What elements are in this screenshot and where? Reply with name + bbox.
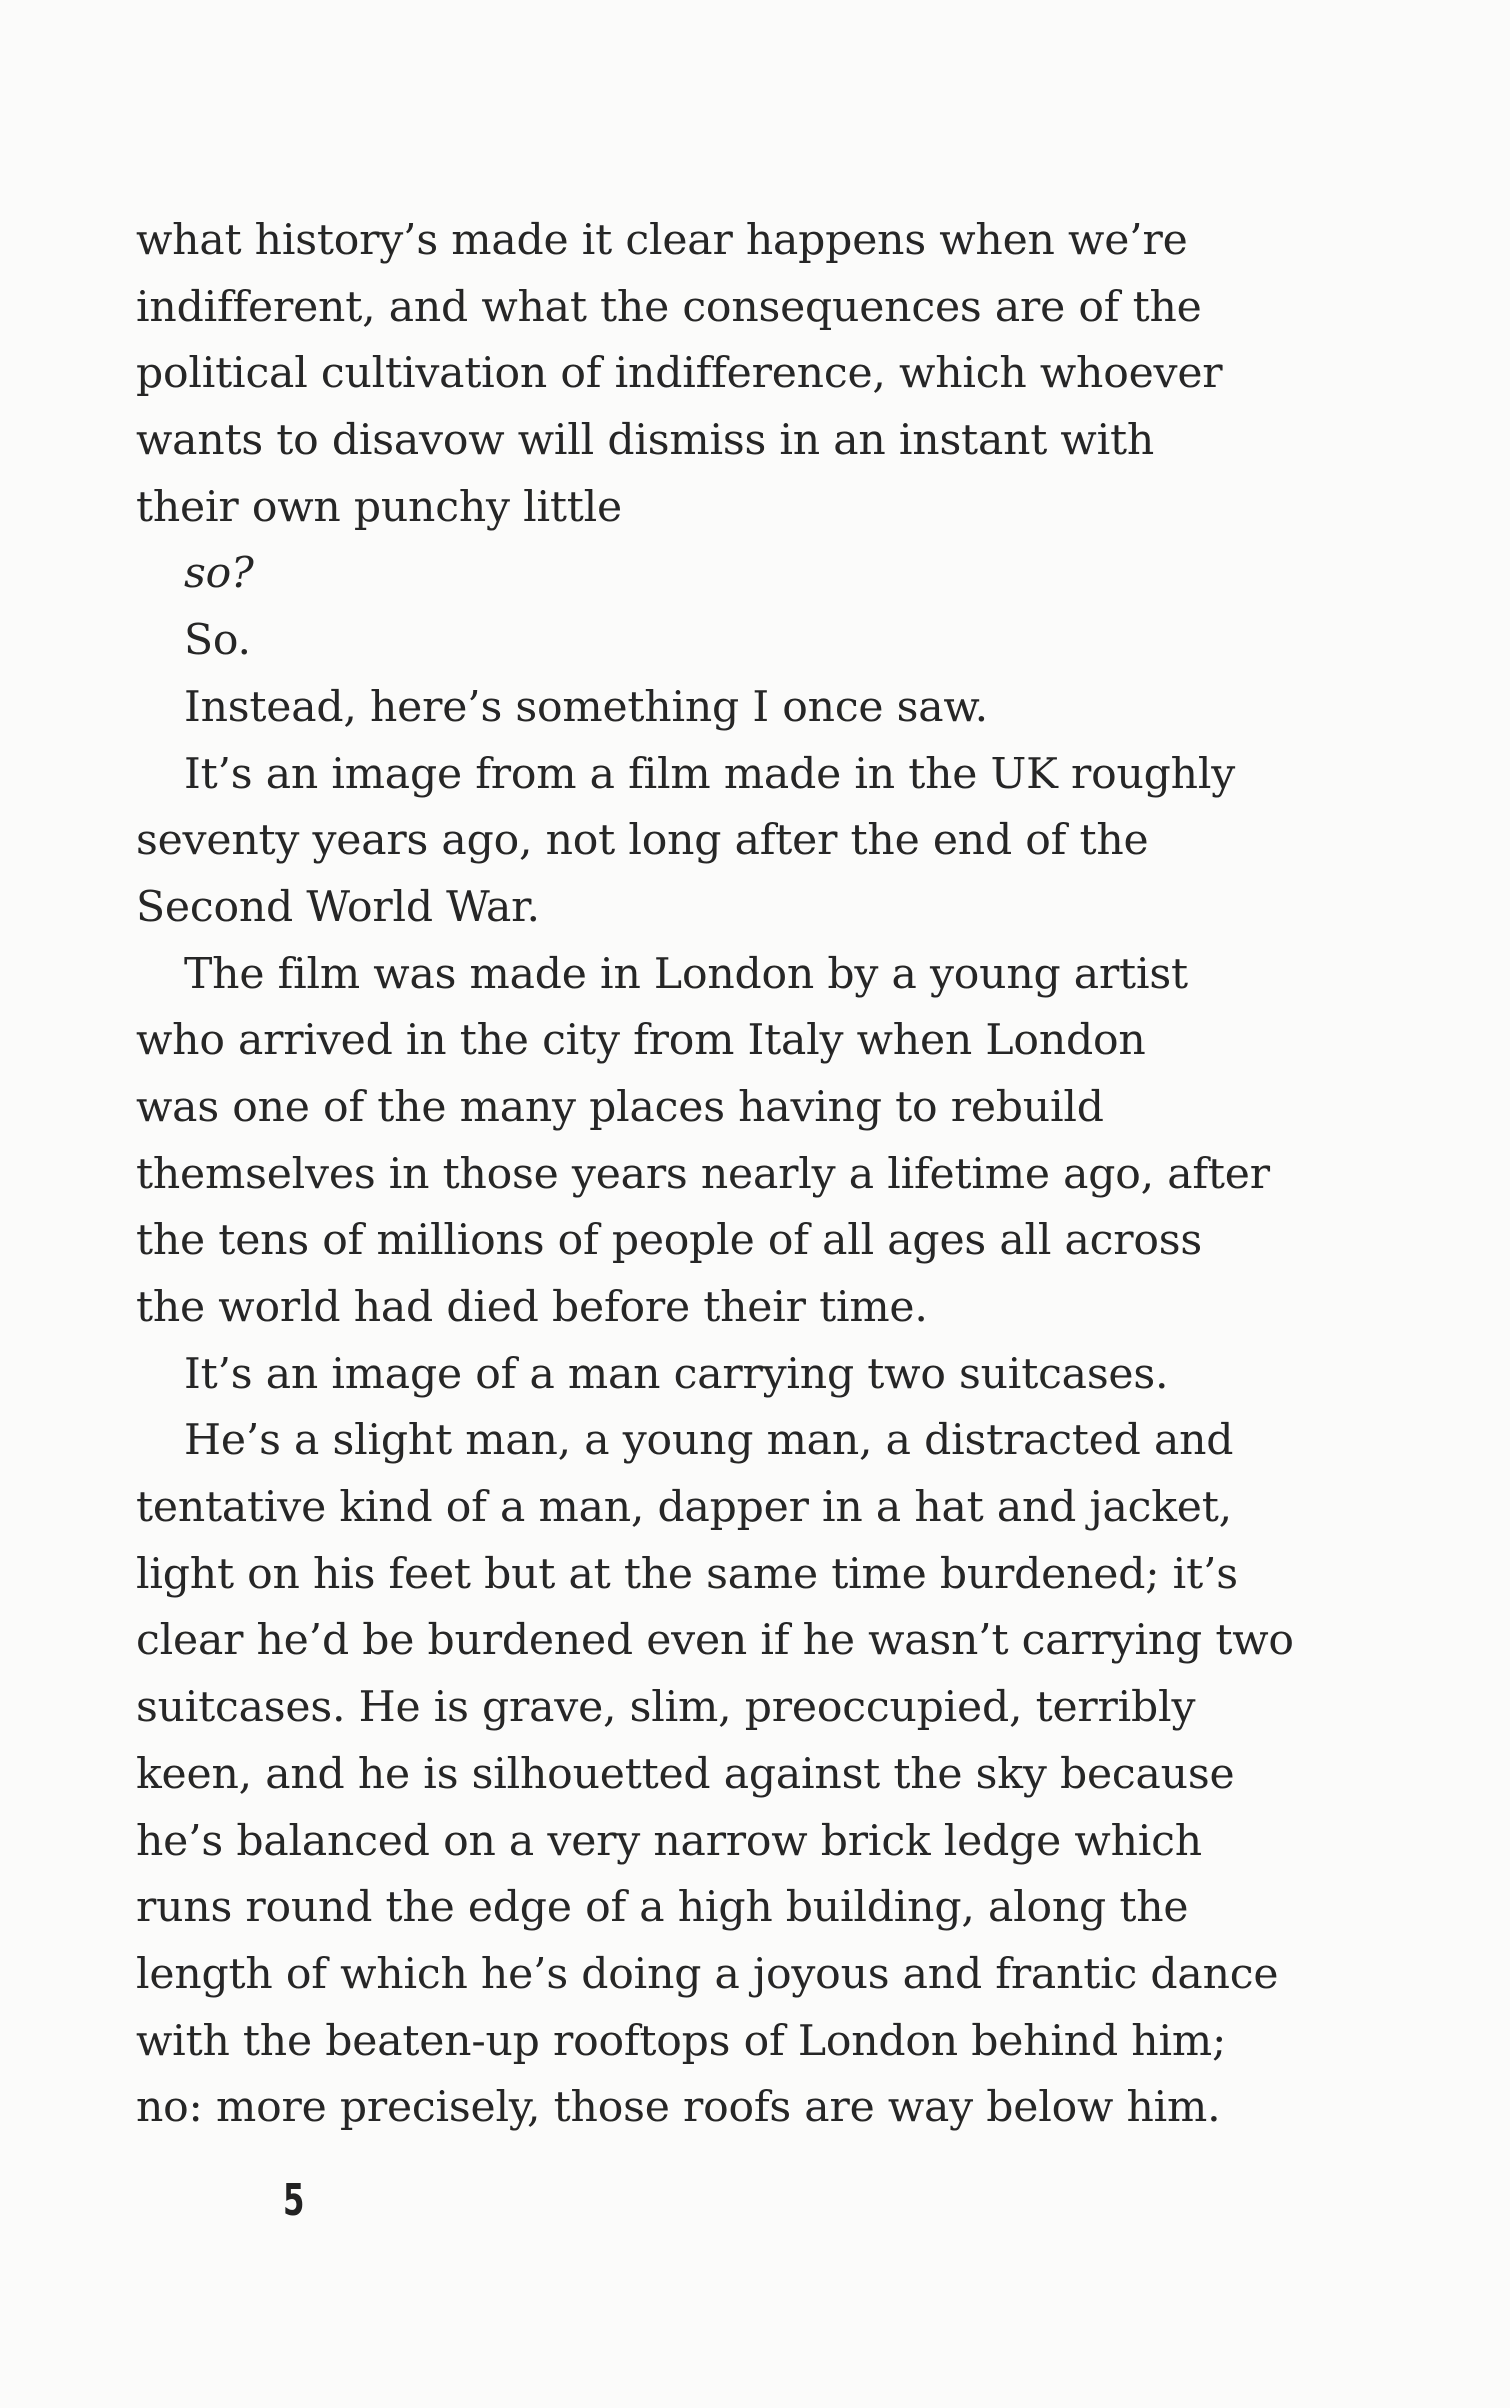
- text-line: tentative kind of a man, dapper in a hat and jacket,: [136, 1483, 1232, 1533]
- text-line: It’s an image from a film made in the UK roughly: [184, 749, 1236, 799]
- text-line: political cultivation of indifference, which whoever: [136, 349, 1223, 399]
- text-line: So.: [184, 616, 251, 666]
- text-line: The film was made in London by a young artist: [184, 949, 1188, 999]
- text-line: who arrived in the city from Italy when London: [136, 1016, 1146, 1066]
- text-line: He’s a slight man, a young man, a distracted and: [184, 1416, 1234, 1466]
- text-line: the tens of millions of people of all ages all across: [136, 1216, 1203, 1266]
- text-line: runs round the edge of a high building, along the: [136, 1883, 1189, 1933]
- text-line: he’s balanced on a very narrow brick ledge which: [136, 1816, 1202, 1866]
- body-text: [136, 208, 1296, 2142]
- text-line: It’s an image of a man carrying two suitcases.: [184, 1349, 1169, 1399]
- text-line: keen, and he is silhouetted against the sky because: [136, 1749, 1235, 1799]
- page-number: 5: [283, 2175, 305, 2226]
- text-line: themselves in those years nearly a lifetime ago, after: [136, 1149, 1270, 1199]
- text-line: clear he’d be burdened even if he wasn’t carrying two: [136, 1616, 1294, 1666]
- text-line: no: more precisely, those roofs are way below him.: [136, 2083, 1221, 2133]
- text-line: suitcases. He is grave, slim, preoccupied, terribly: [136, 1683, 1196, 1733]
- text-line: what history’s made it clear happens when we’re: [136, 216, 1188, 265]
- text-line: with the beaten-up rooftops of London behind him;: [136, 2016, 1227, 2066]
- text-line: Instead, here’s something I once saw.: [184, 682, 988, 732]
- text-line: length of which he’s doing a joyous and frantic dance: [136, 1949, 1279, 1999]
- text-line: the world had died before their time.: [136, 1283, 928, 1332]
- text-line: light on his feet but at the same time burdened; it’s: [136, 1549, 1238, 1599]
- text-line: indifferent, and what the consequences are of the: [136, 282, 1202, 332]
- text-line: Second World War.: [136, 882, 540, 932]
- text-line: was one of the many places having to rebuild: [136, 1082, 1104, 1132]
- text-line: seventy years ago, not long after the end of the: [136, 816, 1149, 866]
- text-line: so?: [184, 549, 254, 599]
- text-line: their own punchy little: [136, 482, 622, 532]
- text-line: wants to disavow will dismiss in an instant with: [136, 416, 1155, 466]
